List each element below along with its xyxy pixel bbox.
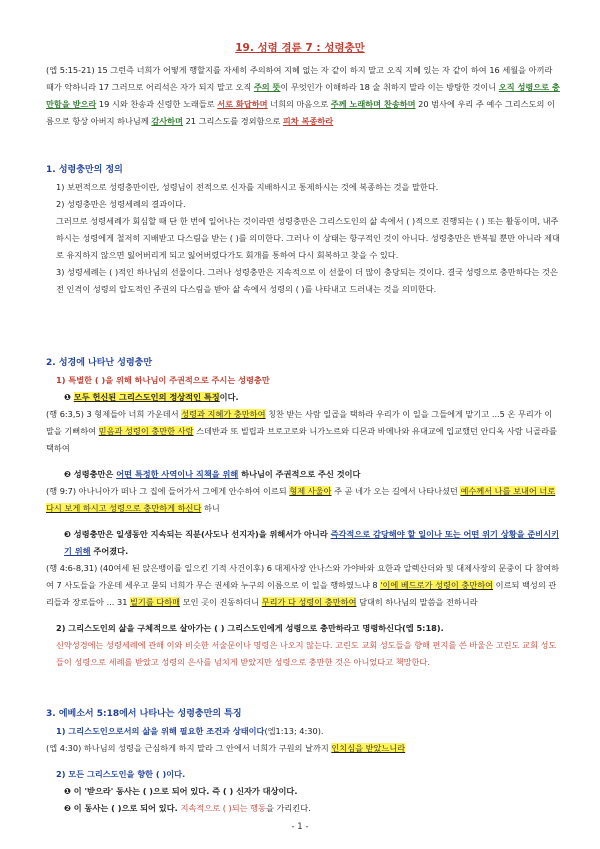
definition-2-detail: 그러므로 성령세례가 회심할 때 단 한 번에 일어나는 것이라면 성령충만은 그리스도인의 삶 속에서 ( )적으로 진행되는 ( ) 또는 활동이며, 내주하시는 성령에게 철저히 지배받고 다스림을 받는 ( )를 의미한다. 그러나 이 상태는 항구적인 것이 아니다. 성령충만은 반복될 뿐만 아니라 제대로 유지하지 않으면 잃어버리게 되고 잃어버렸다가도 회개를 통하여 다시 회복하고 찾을 수 있다. (56, 216, 560, 260)
highlight-sing: 주께 노래하며 찬송하며 (330, 99, 416, 109)
passage-highlight: '이에 베드로가 성령이 충만하여 (380, 580, 494, 590)
highlight-lords-will: 주의 뜻 (253, 82, 281, 92)
definition-1: 1) 보편적으로 성령충만이란, 성령님이 전적으로 신자를 지배하시고 통제하시는 것에 복종하는 것을 말한다. (56, 182, 439, 192)
definition-3: 3) 성령세례는 ( )적인 하나님의 선물이다. 그러나 성령충만은 지속적으로 이 선물이 더 많이 충당되는 것이다. 결국 성령으로 충만하다는 것은 전 인격이 성령의 압도적인 주권의 다스림을 받아 삶 속에서 성령의 ( )를 나타내고 드러내는 것을 의미한다. (56, 267, 558, 294)
eph-4-passage (46, 740, 560, 757)
point-2-highlight: 어떤 특정한 사역이나 직책을 위해 (116, 469, 239, 479)
passage-text: (행 9:7) 아나니아가 떠나 그 집에 들어가서 그에게 안수하여 이르되 (46, 486, 290, 496)
acts-4-passage (46, 560, 560, 611)
passage-text: 하니 (201, 503, 220, 513)
point-end: 하나님이 주권적으로 주신 것이다 (238, 469, 361, 479)
passage-highlight: 빌기를 다하매 (130, 597, 181, 607)
passage-text: 스데반과 또 빌립과 브로고로와 니가노르와 디몬과 바메나와 유대교에 입교했던 안디옥 사람 니골라를 택하여 (46, 426, 557, 453)
section-2 (46, 355, 560, 671)
passage-highlight: 형제 사울아 (289, 486, 332, 496)
section-1-heading: 1. 성령충만의 정의 (46, 165, 123, 175)
section-2-heading: 2. 성경에 나타난 성령충만 (46, 358, 153, 368)
point-label: ❷ 성령충만은 (64, 469, 117, 479)
section-1 (46, 162, 560, 298)
point-2 (46, 466, 560, 483)
acts-9-passage (46, 483, 560, 517)
intro-passage (46, 62, 560, 130)
item-text: 을 가리킨다. (265, 803, 311, 813)
page-title: 19. 성령 경륜 7 : 성령충만 (235, 42, 365, 54)
intro-text: 이 무엇인가 이해하라 18 술 취하지 말라 이는 방탕한 것이니 (280, 82, 499, 92)
sub-title: 1) 그리스도인으로서의 삶을 위해 필요한 조건과 상태이다 (56, 726, 265, 736)
passage-text: 이르되 백성의 관리들과 장로들아 ... 31 (46, 580, 557, 607)
section-3-heading: 3. 에베소서 5:18에서 나타나는 성령충만의 특징 (46, 709, 242, 719)
passage-text: (엡 4:30) 하나님의 성령을 근심하게 하지 말라 그 안에서 너희가 구원의 날까지 (46, 743, 332, 753)
point-1-highlight: 모두 헌신된 그리스도인의 정상적인 특징 (73, 392, 220, 402)
passage-text: (행 4:6-8,31) (40여세 된 앉은뱅이를 일으킨 기적 사건이후) 6 대제사장 안나스와 가야바와 요한과 알렉산더와 및 대제사장의 문중이 다 참여하여 7 사도들을 가운데 세우고 묻되 너희가 무슨 권세와 누구의 이름으로 이 일을 행하였느냐 8 (46, 563, 559, 590)
section-2-sub-2-text: 신약성경에는 성령세례에 관해 이와 비슷한 서술문이나 명령은 나오지 않는다. 고린도 교회 성도들을 향해 편지를 쓴 바울은 고린도 교회 성도들이 성령으로 세례를 받았고 성령의 은사를 넘치게 받았지만 성령으로 충만한 것은 아니었다고 책망한다. (56, 640, 557, 667)
point-label: ❶ (64, 392, 74, 402)
passage-text: 주 곧 네가 오는 길에서 나타나셨던 (331, 486, 461, 496)
sub-reference: (엡1:13; 4:30). (264, 726, 324, 736)
section-3-sub-2: 2) 모든 그리스도인을 향한 ( )이다. (56, 769, 186, 779)
item-2 (46, 800, 560, 817)
passage-highlight: 인치심을 받았느니라 (331, 743, 406, 753)
point-3-highlight: 즉각적으로 감당해야 할 일이나 또는 어떤 위기 상황을 준비시키기 위해 (64, 529, 560, 556)
highlight-submit: 피차 복종하라 (282, 116, 334, 126)
intro-text: (엡 5:15-21) 15 그런즉 너희가 어떻게 행할지를 자세히 주의하여 지혜 없는 자 같이 하지 말고 오직 지혜 있는 자 같이 하여 16 세월을 아끼라 때가 악하니라 17 그러므로 어리석은 자가 되지 말고 오직 (46, 65, 553, 92)
highlight-respond: 서로 화답하며 (217, 99, 268, 109)
intro-text: 19 시와 찬송과 신령한 노래들로 (96, 99, 218, 109)
highlight-be-filled: 오직 성령으로 충만함을 받으라 (46, 82, 560, 109)
intro-text: 너희의 마음으로 (267, 99, 331, 109)
passage-highlight: 성령과 지혜가 충만하여 (181, 409, 266, 419)
passage-text: (행 6:3,5) 3 형제들아 너희 가운데서 (46, 409, 182, 419)
passage-text: 칭찬 받는 사람 일곱을 택하라 우리가 이 일을 그들에게 맡기고 ...5 온 무리가 이 말을 기뻐하여 (46, 409, 553, 436)
passage-text: 담대히 하나님의 말씀을 전하니라 (356, 597, 478, 607)
definition-2: 2) 성령충만은 성령세례의 결과이다. (56, 199, 186, 209)
section-2-sub-2: 2) 그리스도인의 삶을 구체적으로 살아가는 ( ) 그리스도인에게 성령으로 충만하라고 명령하신다(엡 5:18). (56, 623, 444, 633)
passage-text: 모인 곳이 진동하더니 (180, 597, 262, 607)
passage-highlight: 무리가 다 성령이 충만하여 (261, 597, 357, 607)
passage-highlight: 믿음과 성령이 충만한 사람 (98, 426, 194, 436)
acts-6-passage (46, 406, 560, 457)
point-end: 이다. (219, 392, 239, 402)
intro-text: 21 그리스도를 경외함으로 (182, 116, 283, 126)
intro-text: 20 범사에 우리 주 예수 그리스도의 이름으로 항상 아버지 하나님께 (46, 99, 555, 126)
section-3-sub-1 (46, 723, 560, 740)
point-end: 주어졌다. (90, 546, 129, 556)
section-2-sub-1: 1) 특별한 ( )을 위해 하나님이 주권적으로 주시는 성령충만 (56, 375, 270, 385)
point-label: ❸ 성령충만은 일생동안 지속되는 직분(사도나 선지자)을 위해서가 아니라 (64, 529, 331, 539)
point-1 (46, 389, 560, 406)
highlight-thanks: 감사하며 (151, 116, 183, 126)
page-number: - 1 - (291, 822, 309, 832)
point-3 (46, 526, 560, 560)
item-text: ❷ 이 동사는 ( )으로 되어 있다. (64, 803, 181, 813)
item-1: ❶ 이 '받으라' 동사는 ( )으로 되어 있다. 즉 ( ) 신자가 대상이다. (64, 786, 298, 796)
section-3 (46, 706, 560, 817)
item-highlight: 지속적으로 ( )되는 행동 (180, 803, 266, 813)
passage-highlight: 예수께서 나를 보내어 너로 다시 보게 하시고 성령으로 충만하게 하신다 (46, 486, 556, 513)
